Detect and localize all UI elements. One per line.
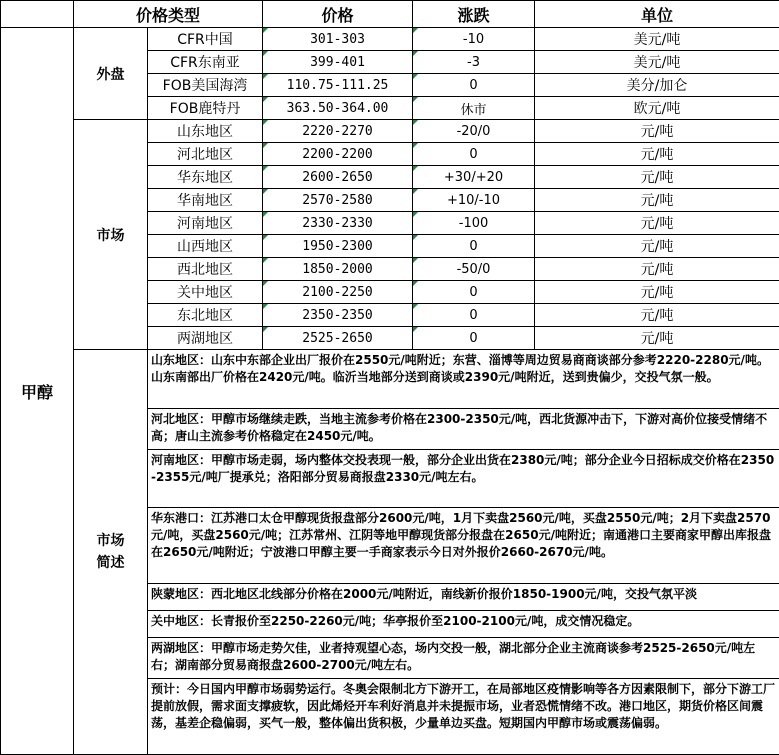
group-summary-label: 市场简述 [91, 530, 131, 574]
row-price: 363.50-364.00 [263, 97, 413, 120]
note-shandong: 山东地区：山东中东部企业出厂报价在2550元/吨附近；东营、淄博等周边贸易商商谈部分参考2220-2280元/吨。山东南部出厂价格在2420元/吨。临沂当地部分送到商谈或2390元/吨附近，送到贵偏少，交投气氛一般。 [148, 350, 779, 409]
row-name: 山东地区 [148, 120, 263, 143]
note-lianghu: 两湖地区：甲醇市场走势欠佳，业者持观望心态，场内交投一般，湖北部分企业主流商谈参考2525-2650元/吨左右；湖南部分贸易商报盘2600-2700元/吨左右。 [148, 638, 779, 679]
row-change: -10 [413, 28, 535, 51]
row-name: 华南地区 [148, 189, 263, 212]
row-price: 2200-2200 [263, 143, 413, 166]
row-name: 河南地区 [148, 212, 263, 235]
note-guanzhong: 关中地区：长青报价至2250-2260元/吨；华亭报价至2100-2100元/吨，成交情况稳定。 [148, 611, 779, 638]
row-unit: 元/吨 [535, 258, 779, 281]
header-unit: 单位 [535, 1, 779, 28]
row-price: 2570-2580 [263, 189, 413, 212]
category-label: 甲醇 [1, 28, 74, 755]
table-row [1, 120, 779, 143]
row-name: FOB鹿特丹 [148, 97, 263, 120]
row-change: 0 [413, 143, 535, 166]
row-change: +10/-10 [413, 189, 535, 212]
row-unit: 元/吨 [535, 143, 779, 166]
row-name: 山西地区 [148, 235, 263, 258]
row-price: 110.75-111.25 [263, 74, 413, 97]
note-hebei: 河北地区：甲醇市场继续走跌，当地主流参考价格在2300-2350元/吨，西北货源冲击下，下游对高价位接受情绪不高；唐山主流参考价格稳定在2450元/吨。 [148, 409, 779, 450]
row-price: 2350-2350 [263, 304, 413, 327]
note-east-china-port: 华东港口：江苏港口太仓甲醇现货报盘部分2600元/吨，1月下卖盘2560元/吨，买盘2550元/吨；2月下卖盘2570元/吨，买盘2560元/吨；江苏常州、江阴等地甲醇现货部分报盘在2650元/吨附近；南通港口主要商家甲醇出库报盘在2650元/吨附近；宁波港口甲醇主要一手商家表示今日对外报价2660-2670元/吨。 [148, 508, 779, 584]
row-price: 2330-2330 [263, 212, 413, 235]
row-name: 河北地区 [148, 143, 263, 166]
group-summary [74, 350, 148, 755]
note-shaanxi-mongolia: 陕蒙地区：西北地区北线部分价格在2000元/吨附近，南线新价报价1850-1900元/吨，交投气氛平淡 [148, 584, 779, 611]
row-name: 东北地区 [148, 304, 263, 327]
row-unit: 元/吨 [535, 120, 779, 143]
row-unit: 元/吨 [535, 281, 779, 304]
row-unit: 美元/吨 [535, 51, 779, 74]
row-unit: 元/吨 [535, 166, 779, 189]
note-henan: 河南地区：甲醇市场走弱，场内整体交投表现一般，部分企业出货在2380元/吨；部分企业今日招标成交价格在2350-2355元/吨厂提承兑；洛阳部分贸易商报盘2330元/吨左右。 [148, 450, 779, 508]
row-change: 0 [413, 74, 535, 97]
group-market: 市场 [74, 120, 148, 350]
row-change: +30/+20 [413, 166, 535, 189]
row-name: CFR中国 [148, 28, 263, 51]
row-price: 1950-2300 [263, 235, 413, 258]
row-unit: 元/吨 [535, 189, 779, 212]
row-change: 0 [413, 281, 535, 304]
row-name: 两湖地区 [148, 327, 263, 350]
row-change: -3 [413, 51, 535, 74]
note-forecast: 预计：今日国内甲醇市场弱势运行。冬奥会限制北方下游开工，在局部地区疫情影响等各方因素限制下，部分下游工厂提前放假，需求面支撑疲软，因此烯烃开车利好消息并未提振市场，业者恐慌情绪不改。港口地区，期货价格区间震荡，基差企稳偏弱，买气一般，整体偏出货积极，少量单边买盘。短期国内甲醇市场或震荡偏弱。 [148, 679, 779, 755]
row-unit: 元/吨 [535, 212, 779, 235]
row-price: 399-401 [263, 51, 413, 74]
row-change: -50/0 [413, 258, 535, 281]
header-price-type: 价格类型 [74, 1, 263, 28]
row-unit: 美分/加仑 [535, 74, 779, 97]
row-unit: 欧元/吨 [535, 97, 779, 120]
row-name: 西北地区 [148, 258, 263, 281]
row-unit: 元/吨 [535, 235, 779, 258]
row-price: 1850-2000 [263, 258, 413, 281]
row-change: 0 [413, 327, 535, 350]
row-change: -100 [413, 212, 535, 235]
row-name: 关中地区 [148, 281, 263, 304]
group-foreign: 外盘 [74, 28, 148, 120]
row-change: -20/0 [413, 120, 535, 143]
header-price: 价格 [263, 1, 413, 28]
header-change: 涨跌 [413, 1, 535, 28]
row-price: 301-303 [263, 28, 413, 51]
note-row [1, 350, 779, 409]
row-price: 2525-2650 [263, 327, 413, 350]
row-price: 2100-2250 [263, 281, 413, 304]
row-change: 休市 [413, 97, 535, 120]
row-change: 0 [413, 304, 535, 327]
header-row [1, 1, 779, 28]
row-name: 华东地区 [148, 166, 263, 189]
row-name: CFR东南亚 [148, 51, 263, 74]
row-name: FOB美国海湾 [148, 74, 263, 97]
row-price: 2220-2270 [263, 120, 413, 143]
row-price: 2600-2650 [263, 166, 413, 189]
row-unit: 元/吨 [535, 304, 779, 327]
header-corner [1, 1, 74, 28]
row-unit: 元/吨 [535, 327, 779, 350]
table-row [1, 28, 779, 51]
row-change: 0 [413, 235, 535, 258]
row-unit: 美元/吨 [535, 28, 779, 51]
